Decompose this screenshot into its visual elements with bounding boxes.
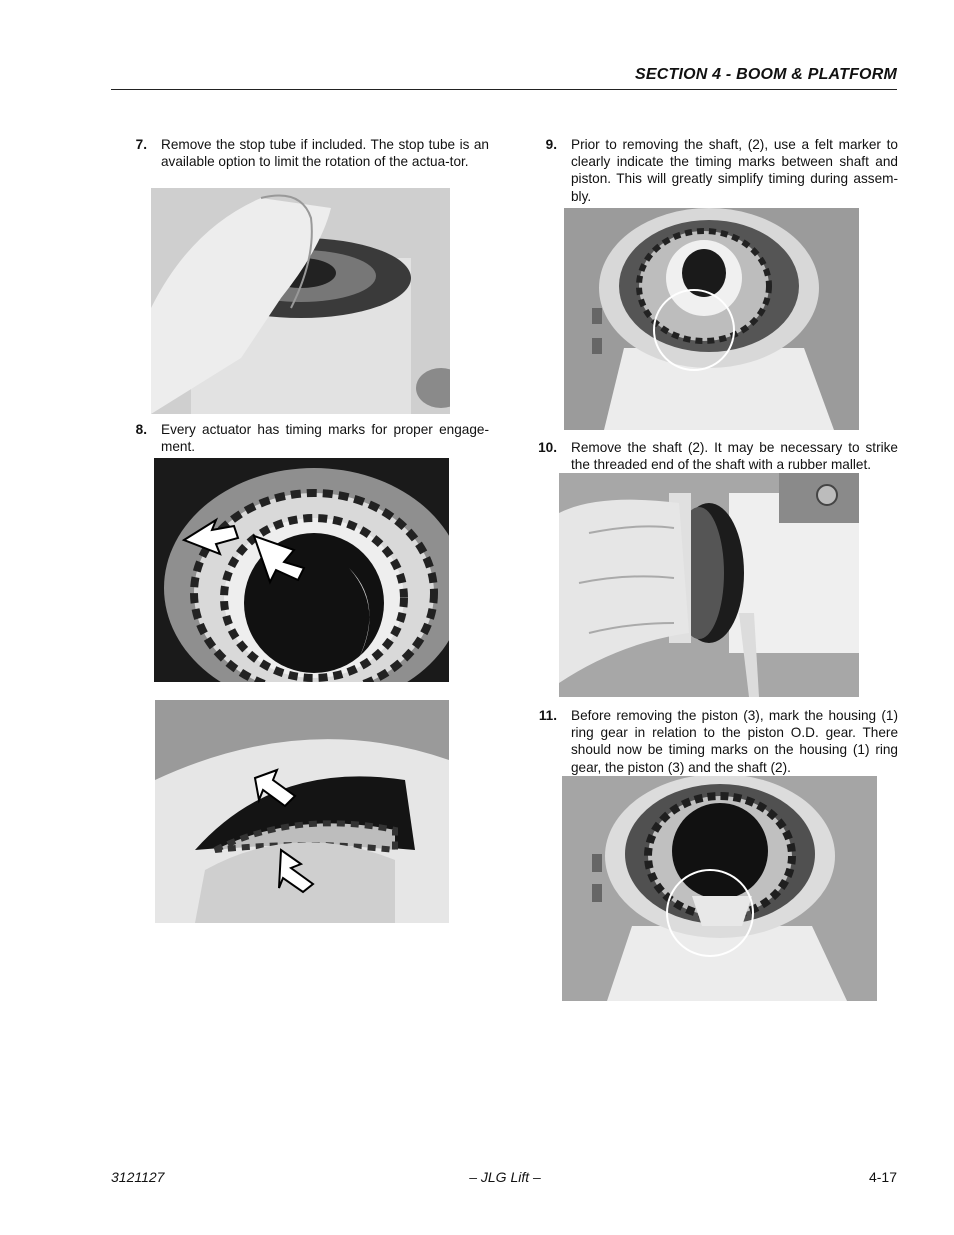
photo-felt-marker-timing: [564, 208, 859, 430]
step-text: Before removing the piston (3), mark the housing (1) ring gear in relation to the piston O.D. gear. There should now be timing marks on the housing (1) ring gear, the piston (3) and the shaft (2).: [571, 708, 898, 775]
step-number: 11.: [538, 708, 557, 723]
photo-housing-ring-gear-marks: [562, 776, 877, 1001]
step-9: [529, 136, 899, 206]
step-number: 8.: [135, 422, 147, 437]
step-number: 9.: [545, 137, 557, 152]
photo-timing-marks-gear: [154, 458, 449, 682]
section-title: SECTION 4 - BOOM & PLATFORM: [635, 66, 897, 83]
step-text: Remove the shaft (2). It may be necessary to strike the threaded end of the shaft with a rubber mallet.: [571, 440, 898, 473]
step-10: [529, 439, 899, 475]
step-text: Every actuator has timing marks for proper engage-ment.: [161, 422, 489, 455]
photo-shaft-removal: [559, 473, 859, 697]
header-rule: [111, 89, 897, 90]
step-number: 10.: [538, 440, 557, 455]
step-number: 7.: [135, 137, 147, 152]
footer-center-text: – JLG Lift –: [469, 1169, 541, 1185]
photo-stop-tube-removal: [151, 188, 450, 414]
step-11: [529, 707, 899, 777]
step-text: Prior to removing the shaft, (2), use a felt marker to clearly indicate the timing marks between shaft and piston. This will greatly simplify timing during assem-bly.: [571, 137, 898, 204]
photo-timing-marks-closeup: [155, 700, 449, 923]
step-text: Remove the stop tube if included. The stop tube is an available option to limit the rotation of the actua-tor.: [161, 137, 489, 170]
step-7: [119, 136, 489, 188]
step-8: [119, 421, 489, 457]
footer-doc-number: 3121127: [111, 1169, 165, 1185]
footer-page-number: 4-17: [868, 1169, 897, 1185]
